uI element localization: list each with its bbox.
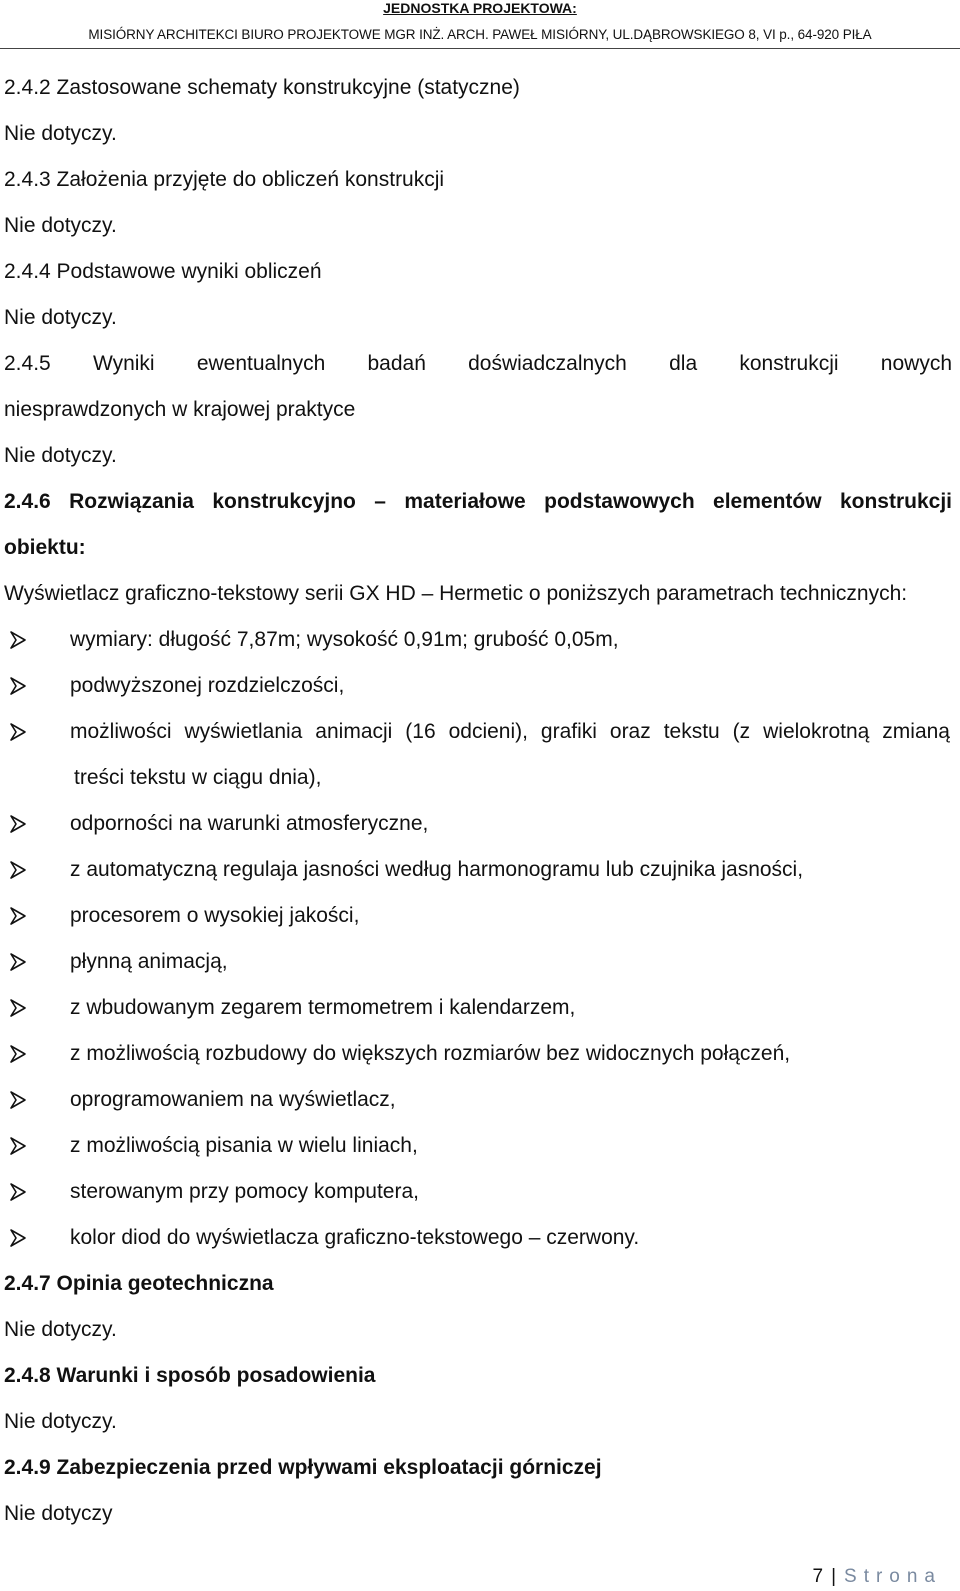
section-body-2-4-7: Nie dotyczy.	[4, 1318, 117, 1341]
section-body-2-4-4: Nie dotyczy.	[4, 306, 117, 329]
list-item-text: płynną animacją,	[70, 950, 228, 973]
arrow-bullet-icon	[8, 1136, 28, 1156]
section-heading-2-4-4: 2.4.4 Podstawowe wyniki obliczeń	[4, 260, 322, 283]
header-subtitle: MISIÓRNY ARCHITEKCI BIURO PROJEKTOWE MGR INŻ. ARCH. PAWEŁ MISIÓRNY, UL.DĄBROWSKIEGO 8, VI p., 64-920 PIŁA	[88, 27, 872, 42]
section-body-2-4-3: Nie dotyczy.	[4, 214, 117, 237]
section-heading-2-4-9: 2.4.9 Zabezpieczenia przed wpływami eksploatacji górniczej	[4, 1456, 602, 1479]
section-body-2-4-2: Nie dotyczy.	[4, 122, 117, 145]
page-number: 7	[812, 1566, 824, 1587]
arrow-bullet-icon	[8, 1182, 28, 1202]
list-item-text: wymiary: długość 7,87m; wysokość 0,91m; grubość 0,05m,	[70, 628, 619, 651]
section-body-2-4-9: Nie dotyczy	[4, 1502, 113, 1525]
list-item-text: podwyższonej rozdzielczości,	[70, 674, 345, 697]
section-body-2-4-5: Nie dotyczy.	[4, 444, 117, 467]
section-heading-2-4-2: 2.4.2 Zastosowane schematy konstrukcyjne (statyczne)	[4, 76, 520, 99]
arrow-bullet-icon	[8, 814, 28, 834]
list-item-text: procesorem o wysokiej jakości,	[70, 904, 360, 927]
footer-separator: |	[831, 1566, 837, 1587]
arrow-bullet-icon	[8, 952, 28, 972]
list-item-text: z wbudowanym zegarem termometrem i kalendarzem,	[70, 996, 576, 1019]
section-body-2-4-8: Nie dotyczy.	[4, 1410, 117, 1433]
arrow-bullet-icon	[8, 676, 28, 696]
section-heading-2-4-5-line1: 2.4.5 Wyniki ewentualnych badań doświadczalnych dla konstrukcji nowych	[4, 352, 952, 375]
arrow-bullet-icon	[8, 906, 28, 926]
section-intro-2-4-6: Wyświetlacz graficzno-tekstowy serii GX HD – Hermetic o poniższych parametrach technicznych:	[4, 582, 908, 605]
arrow-bullet-icon	[8, 1044, 28, 1064]
list-item-text: możliwości wyświetlania animacji (16 odcieni), grafiki oraz tekstu (z wielokrotną zmianą	[70, 720, 950, 743]
list-item-text: kolor diod do wyświetlacza graficzno-tekstowego – czerwony.	[70, 1226, 640, 1249]
page-label: Strona	[844, 1566, 942, 1587]
section-heading-2-4-7: 2.4.7 Opinia geotechniczna	[4, 1272, 274, 1295]
arrow-bullet-icon	[8, 998, 28, 1018]
list-item-text: sterowanym przy pomocy komputera,	[70, 1180, 419, 1203]
arrow-bullet-icon	[8, 860, 28, 880]
arrow-bullet-icon	[8, 1228, 28, 1248]
list-item-continuation: treści tekstu w ciągu dnia),	[74, 766, 322, 789]
list-item-text: z możliwością pisania w wielu liniach,	[70, 1134, 418, 1157]
arrow-bullet-icon	[8, 1090, 28, 1110]
arrow-bullet-icon	[8, 722, 28, 742]
page-footer	[813, 1566, 943, 1588]
section-heading-2-4-8: 2.4.8 Warunki i sposób posadowienia	[4, 1364, 376, 1387]
list-item-text: z możliwością rozbudowy do większych rozmiarów bez widocznych połączeń,	[70, 1042, 791, 1065]
header-divider	[0, 48, 960, 49]
list-item-text: odporności na warunki atmosferyczne,	[70, 812, 429, 835]
section-heading-2-4-3: 2.4.3 Założenia przyjęte do obliczeń konstrukcji	[4, 168, 445, 191]
list-item-text: z automatyczną regulaja jasności według harmonogramu lub czujnika jasności,	[70, 858, 804, 881]
section-heading-2-4-5-line2: niesprawdzonych w krajowej praktyce	[4, 398, 356, 421]
list-item-text: oprogramowaniem na wyświetlacz,	[70, 1088, 396, 1111]
section-heading-2-4-6-line1: 2.4.6 Rozwiązania konstrukcyjno – materiałowe podstawowych elementów konstrukcji	[4, 490, 952, 513]
section-heading-2-4-6-line2: obiektu:	[4, 536, 86, 559]
header-title: JEDNOSTKA PROJEKTOWA:	[383, 0, 577, 16]
arrow-bullet-icon	[8, 630, 28, 650]
